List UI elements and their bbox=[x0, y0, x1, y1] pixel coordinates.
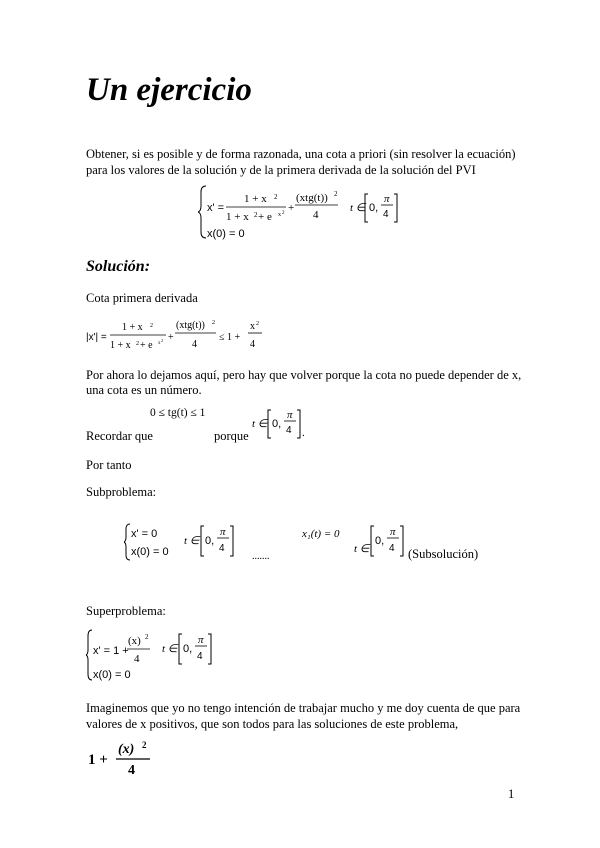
porque-label: porque bbox=[214, 429, 249, 443]
pvi-system bbox=[198, 182, 408, 242]
final-sup: 2 bbox=[142, 740, 147, 750]
svg-text:π: π bbox=[287, 409, 293, 421]
sub-dots: ....... bbox=[252, 551, 270, 562]
bound-den1: 1 + x bbox=[110, 340, 131, 351]
pvi-interval-zero: 0, bbox=[369, 202, 379, 214]
cota-label: Cota primera derivada bbox=[86, 291, 198, 305]
svg-text:t ∈: t ∈ bbox=[252, 418, 268, 430]
intro-line-2: para los valores de la solución y de la primera derivada de la solución del PVI bbox=[86, 163, 476, 177]
final-num: (x) bbox=[118, 742, 135, 757]
bound-den3: 4 bbox=[250, 339, 255, 350]
bound-num3: x bbox=[250, 321, 255, 332]
super-eq-lhs: x' = 1 + bbox=[93, 645, 129, 657]
svg-text:t ∈: t ∈ bbox=[184, 535, 200, 547]
pvi-frac1-den: 1 + x bbox=[226, 211, 249, 223]
pvi-e-term: + e bbox=[258, 211, 272, 223]
closing-line-1: Imaginemos que yo no tengo intención de trabajar mucho y me doy cuenta de que para bbox=[86, 701, 521, 715]
svg-text:2: 2 bbox=[212, 320, 215, 326]
bound-den2: 4 bbox=[192, 339, 197, 350]
pvi-interval-prefix: t ∈ bbox=[350, 202, 366, 214]
final-den: 4 bbox=[128, 763, 135, 778]
bound-le: ≤ 1 + bbox=[219, 332, 241, 343]
pvi-frac2-den: 4 bbox=[313, 209, 319, 221]
recordar-label: Recordar que bbox=[86, 429, 153, 443]
subproblema-label: Subproblema: bbox=[86, 485, 157, 499]
bound-abs: |x'| = bbox=[86, 332, 107, 343]
page-number: 1 bbox=[508, 787, 515, 801]
solution-heading: Solución: bbox=[86, 258, 151, 275]
svg-text:4: 4 bbox=[389, 543, 395, 554]
subsolution-label: (Subsolución) bbox=[408, 547, 479, 561]
super-num: (x) bbox=[128, 635, 141, 647]
svg-text:π: π bbox=[390, 526, 396, 538]
svg-text:2: 2 bbox=[145, 633, 149, 641]
svg-text:t ∈: t ∈ bbox=[162, 643, 178, 655]
sub-eq: x' = 0 bbox=[131, 528, 158, 540]
svg-text:2: 2 bbox=[274, 193, 278, 201]
svg-text:4: 4 bbox=[197, 651, 203, 662]
sub-solution-eq: x₁(t) = 0 bbox=[302, 528, 340, 540]
pvi-pi: π bbox=[384, 193, 390, 205]
derivative-bound bbox=[84, 314, 284, 358]
note-line-1: Por ahora lo dejamos aquí, pero hay que volver porque la cota no puede depender de x, bbox=[86, 368, 522, 382]
recordar-ineq: 0 ≤ tg(t) ≤ 1 bbox=[150, 407, 206, 419]
svg-text:2: 2 bbox=[150, 323, 153, 329]
super-initial: x(0) = 0 bbox=[93, 669, 131, 681]
bound-e-term: + e bbox=[140, 340, 153, 351]
pvi-four: 4 bbox=[383, 209, 389, 220]
svg-text:0,: 0, bbox=[205, 535, 215, 547]
super-den: 4 bbox=[134, 653, 140, 665]
svg-text:0,: 0, bbox=[375, 535, 385, 547]
pvi-initial: x(0) = 0 bbox=[207, 228, 245, 240]
pvi-plus: + bbox=[288, 202, 295, 214]
svg-text:π: π bbox=[220, 526, 226, 538]
bound-num1: 1 + x bbox=[122, 322, 143, 333]
pvi-frac1-num: 1 + x bbox=[244, 193, 267, 205]
svg-text:2: 2 bbox=[136, 341, 139, 347]
svg-text:x: x bbox=[158, 341, 161, 346]
bound-num2: (xtg(t)) bbox=[176, 320, 205, 331]
svg-text:t ∈: t ∈ bbox=[354, 543, 370, 555]
svg-text:2: 2 bbox=[161, 338, 163, 343]
pvi-frac2-num: (xtg(t)) bbox=[296, 192, 328, 204]
svg-text:4: 4 bbox=[286, 425, 292, 436]
svg-text:2: 2 bbox=[256, 321, 259, 327]
svg-text:x: x bbox=[278, 212, 281, 218]
svg-text:0,: 0, bbox=[183, 643, 193, 655]
subsolution bbox=[300, 522, 410, 562]
intro-line-1: Obtener, si es posible y de forma razonada, una cota a priori (sin resolver la ecuación) bbox=[86, 147, 516, 161]
final-expression bbox=[86, 738, 166, 780]
svg-text:.: . bbox=[302, 427, 305, 439]
closing-line-2: valores de x positivos, que son todos para las soluciones de este problema, bbox=[86, 717, 459, 731]
superproblema-label: Superproblema: bbox=[86, 604, 166, 618]
svg-text:2: 2 bbox=[334, 190, 338, 198]
subproblema-system bbox=[124, 522, 244, 562]
svg-text:4: 4 bbox=[219, 543, 225, 554]
recordar-interval bbox=[250, 404, 310, 444]
svg-text:2: 2 bbox=[282, 211, 285, 216]
sub-initial: x(0) = 0 bbox=[131, 546, 169, 558]
por-tanto: Por tanto bbox=[86, 458, 132, 472]
svg-text:+: + bbox=[168, 332, 174, 343]
final-lhs: 1 + bbox=[88, 752, 108, 768]
svg-text:π: π bbox=[198, 634, 204, 646]
superproblema-system bbox=[86, 628, 226, 682]
note-line-2: una cota es un número. bbox=[86, 383, 202, 397]
svg-text:0,: 0, bbox=[272, 418, 282, 430]
pvi-lhs: x' = bbox=[207, 202, 225, 214]
svg-text:2: 2 bbox=[254, 211, 258, 219]
page-title: Un ejercicio bbox=[86, 72, 252, 108]
